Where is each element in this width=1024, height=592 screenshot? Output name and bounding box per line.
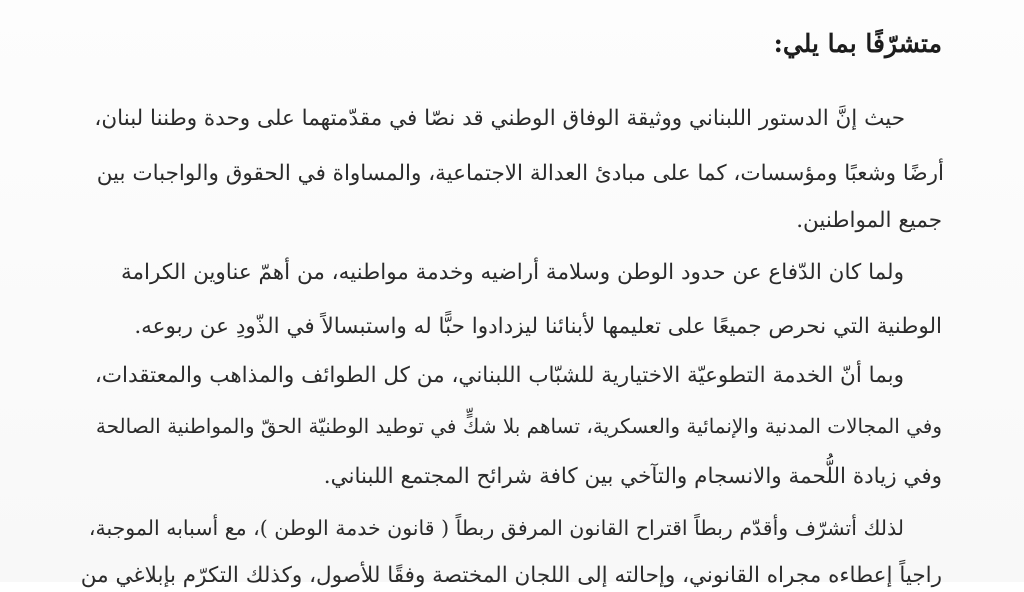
paragraph-line: أرضًا وشعبًا ومؤسسات، كما على مبادئ العدالة الاجتماعية، والمساواة في الحقوق والواجبات بين <box>96 161 944 186</box>
paragraph-line: ولما كان الدّفاع عن حدود الوطن وسلامة أراضيه وخدمة مواطنيه، من أهمّ عناوين الكرامة <box>120 260 904 285</box>
paragraph-line: راجياً إعطاءه مجراه القانوني، وإحالته إلى اللجان المختصة وفقًا للأصول، وكذلك التكرّم بإبلاغي من <box>80 563 942 588</box>
paragraph-line: حيث إنَّ الدستور اللبناني ووثيقة الوفاق الوطني قد نصّا في مقدّمتهما على وحدة وطننا لبنان، <box>94 106 905 131</box>
paragraph-line: الوطنية التي نحرص جميعًا على تعليمها لأبنائنا ليزدادوا حبًّا له واستبسالاً في الذّودِ عن ربوعه. <box>134 314 942 339</box>
paragraph-line: وفي زيادة اللُّحمة والانسجام والتآخي بين كافة شرائح المجتمع اللبناني. <box>323 464 942 489</box>
paragraph-line: جميع المواطنين. <box>796 208 942 233</box>
paragraph-line: وبما أنّ الخدمة التطوعيّة الاختيارية للشبّاب اللبناني، من كل الطوائف والمذاهب والمعتقدات، <box>94 363 904 388</box>
document-heading: متشرّفًا بما يلي: <box>773 29 942 58</box>
paragraph-line: وفي المجالات المدنية والإنمائية والعسكرية، تساهم بلا شكٍّ في توطيد الوطنيّة الحقّ والمواطنية الصالحة <box>95 414 942 438</box>
paragraph-line: لذلك أتشرّف وأقدّم ربطاً اقتراح القانون المرفق ربطاً ( قانون خدمة الوطن )، مع أسبابه الموجبة، <box>88 516 904 540</box>
